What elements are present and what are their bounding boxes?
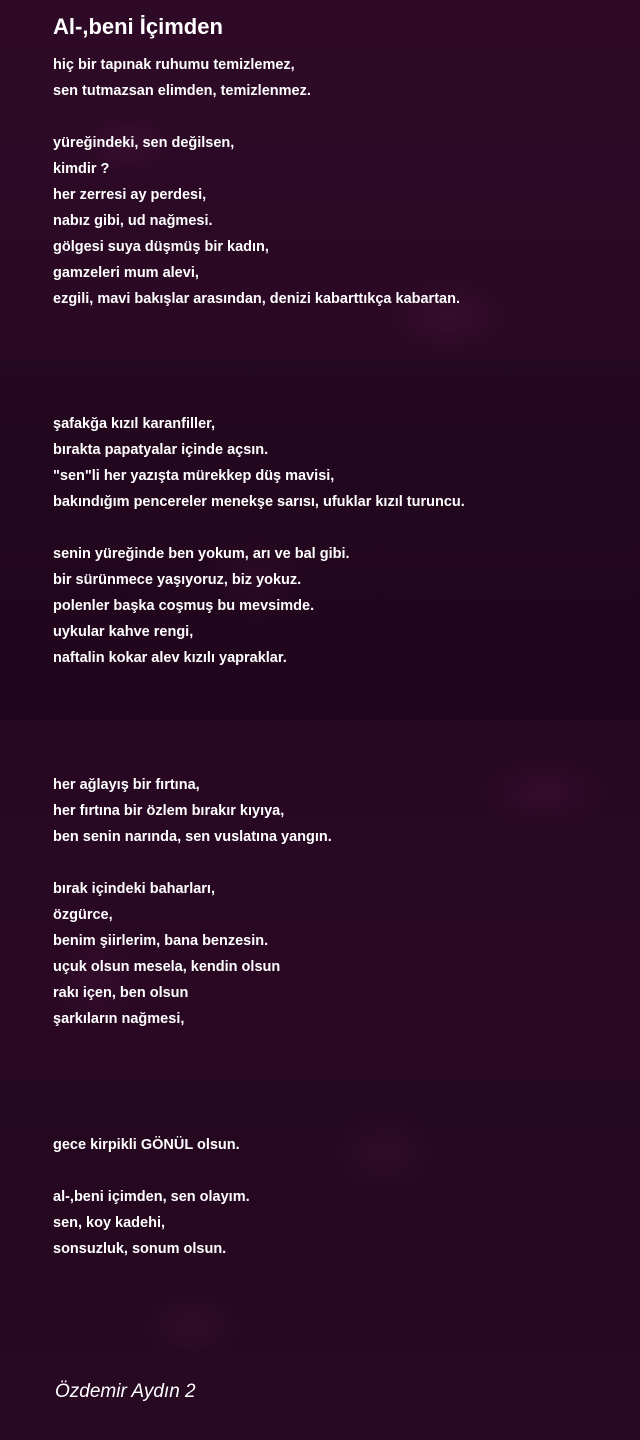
poem-author: Özdemir Aydın 2 [55,1381,196,1402]
poem-line: gölgesi suya düşmüş bir kadın, [53,239,269,255]
poem-line: senin yüreğinde ben yokum, arı ve bal gibi. [53,546,350,562]
poem-line: ezgili, mavi bakışlar arasından, denizi kabarttıkça kabartan. [53,291,460,307]
poem-line: bakındığım pencereler menekşe sarısı, ufuklar kızıl turuncu. [53,494,465,510]
poem-line: bir sürünmece yaşıyoruz, biz yokuz. [53,572,302,588]
poem-line: yüreğindeki, sen değilsen, [53,135,235,151]
poem-line: her fırtına bir özlem bırakır kıyıya, [53,803,285,819]
poem-stanza [53,130,623,312]
poem-line: her ağlayış bir fırtına, [53,777,200,793]
poem-line: kimdir ? [53,161,110,177]
poem-line: hiç bir tapınak ruhumu temizlemez, [53,57,295,73]
poem-line: her zerresi ay perdesi, [53,187,207,203]
poem-line: uçuk olsun mesela, kendin olsun [53,959,281,975]
poem-line: sen tutmazsan elimden, temizlenmez. [53,83,311,99]
poem-line: gamzeleri mum alevi, [53,265,199,281]
poem-stanza [53,411,623,515]
poem-line: uykular kahve rengi, [53,624,194,640]
poem-stanza [53,772,623,850]
poem-line: bırak içindeki baharları, [53,881,215,897]
poem-line: nabız gibi, ud nağmesi. [53,213,213,229]
poem-line: özgürce, [53,907,113,923]
poem-line: polenler başka coşmuş bu mevsimde. [53,598,315,614]
poem-line: "sen"li her yazışta mürekkep düş mavisi, [53,468,335,484]
poem-line: sonsuzluk, sonum olsun. [53,1241,227,1257]
poem-line: al-,beni içimden, sen olayım. [53,1189,250,1205]
poem-line: rakı içen, ben olsun [53,985,189,1001]
poem-stanza [53,52,623,104]
poem-line: benim şiirlerim, bana benzesin. [53,933,269,949]
poem-stanza [53,541,623,671]
poem-line: şafakğa kızıl karanfiller, [53,416,216,432]
poem-line: naftalin kokar alev kızılı yapraklar. [53,650,287,666]
poem-line: şarkıların nağmesi, [53,1011,185,1027]
poem-line: bırakta papatyalar içinde açsın. [53,442,269,458]
poem-stanza [53,1132,623,1158]
poem-stanza [53,1184,623,1262]
poem-title: Al-,beni İçimden [53,14,223,39]
poem-line: ben senin narında, sen vuslatına yangın. [53,829,332,845]
poem-stanza [53,876,623,1032]
poem-line: gece kirpikli GÖNÜL olsun. [53,1137,240,1153]
poem-line: sen, koy kadehi, [53,1215,166,1231]
